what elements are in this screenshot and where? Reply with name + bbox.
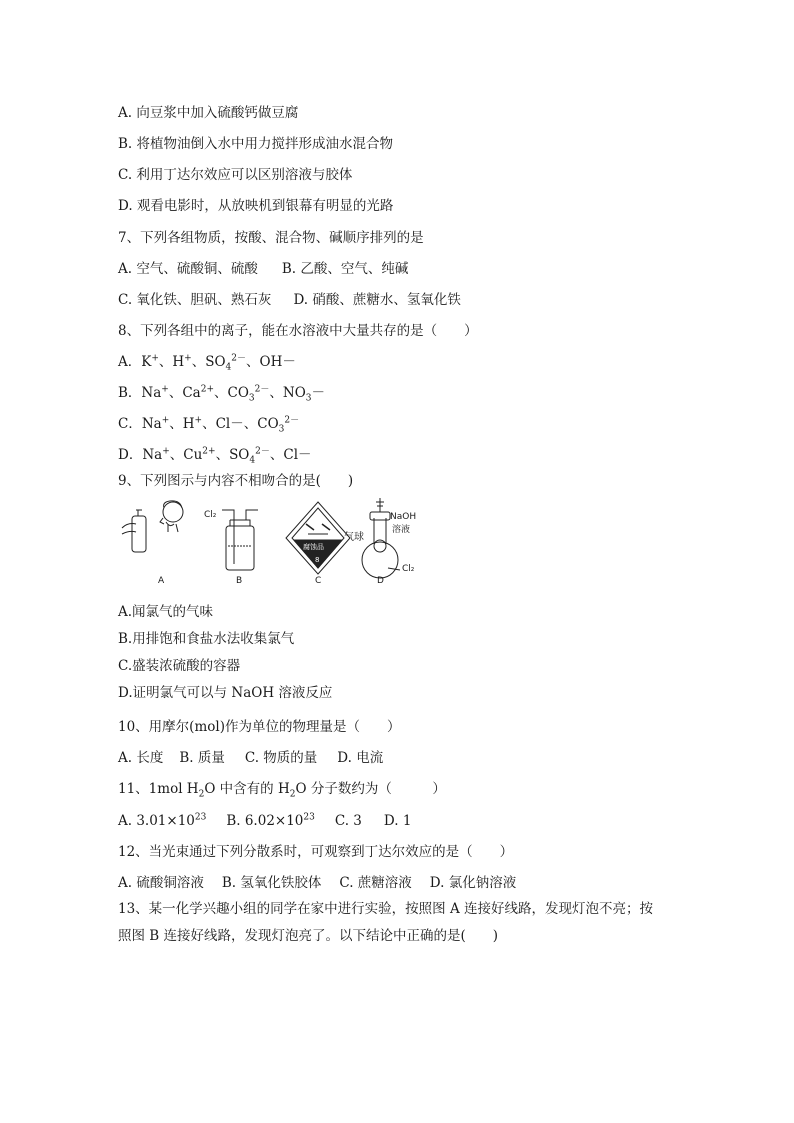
q13-stem-line-1: 13、某一化学兴趣小组的同学在家中进行实验，按照图 A 连接好线路，发现灯泡不亮；按 [118,901,654,917]
q6-option-a: A. 向豆浆中加入硫酸钙做豆腐 [118,105,299,121]
q10-option-d: D. 电流 [337,750,384,766]
q6-option-b: B. 将植物油倒入水中用力搅拌形成油水混合物 [118,136,394,152]
q12-option-b: B. 氢氧化铁胶体 [221,875,322,891]
q12-option-a: A. 硫酸铜溶液 [118,875,204,891]
q7-option-d: D. 硝酸、蔗糖水、氢氧化铁 [293,292,461,308]
figure-b-cl2-label: Cl₂ [204,510,217,520]
q11-option-a: A. $3.01\times 10^{23}$ [118,812,207,829]
q10-options [118,749,383,767]
figure-label-a: A [158,576,165,586]
q7-option-c: C. 氧化铁、胆矾、熟石灰 [118,292,272,308]
figure-c-hazard-number: 8 [315,556,320,564]
figure-a-smelling-gas [122,501,183,552]
q6-option-d: D. 观看电影时，从放映机到银幕有明显的光路 [118,198,394,214]
q11-option-c: C. 3 [334,813,362,829]
q11-stem: 11、1mol $H_2O$ 中含有的 $H_2O$ 分子数约为（ ） [118,781,446,800]
q7-option-b: B. 乙酸、空气、纯碱 [281,261,409,277]
q10-option-c: C. 物质的量 [244,750,318,766]
figure-b-gas-bottle [222,510,258,570]
q7-options-row-2 [118,291,461,309]
q9-option-a: A.闻氯气的气味 [118,604,214,620]
q11-options [118,812,411,830]
q9-option-d: D.证明氯气可以与 NaOH 溶液反应 [118,685,333,701]
q11-option-b: B. $6.02\times 10^{23}$ [226,812,315,829]
figure-label-d: D [377,576,384,586]
q10-option-a: A. 长度 [118,750,164,766]
figure-d-naoh-label: NaOH [390,512,417,522]
q10-stem: 10、用摩尔(mol)作为单位的物理量是（ ） [118,719,401,735]
q8-option-d: D．Na+、$Cu^{2+}$、$SO_4^{2-}$、Cl－ [118,446,312,466]
q12-option-d: D. 氯化钠溶液 [429,875,517,891]
q6-option-c: C. 利用丁达尔效应可以区别溶液与胶体 [118,167,353,183]
q13-stem-line-2: 照图 B 连接好线路，发现灯泡亮了。以下结论中正确的是( ) [118,928,499,944]
q12-stem: 12、当光束通过下列分散系时，可观察到丁达尔效应的是（ ） [118,844,514,860]
q7-option-a: A. 空气、硫酸铜、硫酸 [118,261,258,277]
figure-c-hazard-text: 腐蚀品 [303,543,324,551]
q11-option-d: D. 1 [383,813,412,829]
figure-label-b: B [236,576,243,586]
q8-option-a: A．K+、H+、$SO_4^{2-}$、OH－ [118,353,296,373]
figure-d-cl2-label: Cl₂ [402,564,415,574]
q8-stem: 8、下列各组中的离子，能在水溶液中大量共存的是（ ） [118,323,478,339]
figure-label-c: C [315,576,322,586]
q9-option-c: C.盛装浓硫酸的容器 [118,658,241,674]
q7-stem: 7、下列各组物质，按酸、混合物、碱顺序排列的是 [118,230,424,246]
figure-d-balloon-label: 气球 [344,532,364,543]
q10-option-b: B. 质量 [179,750,225,766]
q8-option-b: B．Na+、$Ca^{2+}$、$CO_3^{2-}$、$NO_3-$ [118,384,326,404]
figure-d-flask [362,498,400,578]
q9-option-b: B.用排饱和食盐水法收集氯气 [118,631,295,647]
figure-d-solution-label: 溶液 [392,525,411,535]
q8-option-c: C．Na+、H+、Cl－、$CO_3^{2-}$ [118,415,300,435]
q9-stem: 9、下列图示与内容不相吻合的是( ) [118,473,354,489]
q12-options [118,874,516,892]
q7-options-row-1 [118,260,408,278]
q9-figure [118,498,438,590]
q12-option-c: C. 蔗糖溶液 [339,875,412,891]
